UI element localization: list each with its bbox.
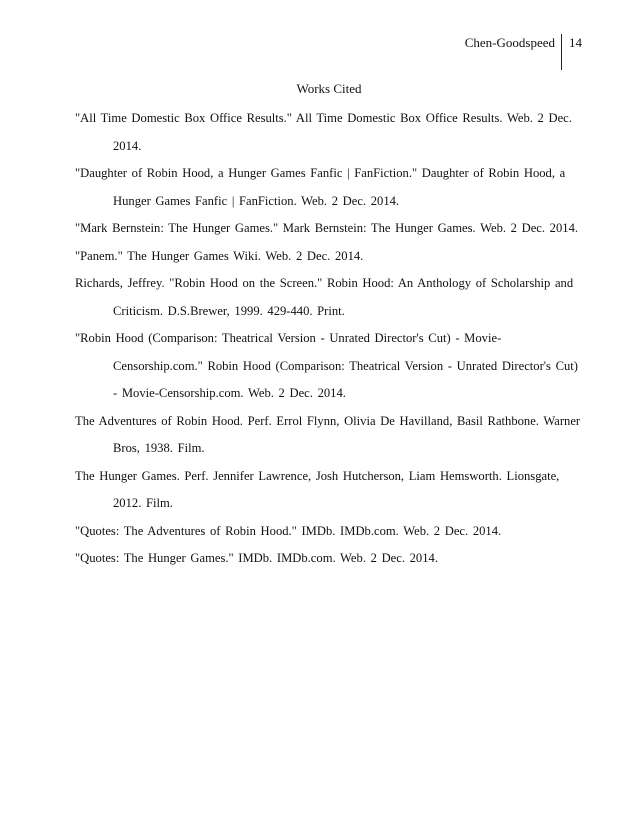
citation-line-continued: 2014. <box>113 138 142 153</box>
citation-line: "Mark Bernstein: The Hunger Games." Mark Bernstein: The Hunger Games. Web. 2 Dec. 2014. <box>75 221 579 235</box>
citation-line-continued: Censorship.com." Robin Hood (Comparison: Theatrical Version - Unrated Director's Cut) <box>113 358 578 373</box>
citation-line-continued: Hunger Games Fanfic | FanFiction. Web. 2 Dec. 2014. <box>113 193 400 208</box>
citation-line: Richards, Jeffrey. "Robin Hood on the Screen." Robin Hood: An Anthology of Scholarship and <box>75 276 574 290</box>
citation-entry <box>75 549 575 577</box>
citation-entry <box>75 247 575 275</box>
citation-line: "Quotes: The Hunger Games." IMDb. IMDb.com. Web. 2 Dec. 2014. <box>75 551 438 565</box>
page-number: 14 <box>569 35 582 50</box>
citation-entry <box>75 274 575 329</box>
citation-line: "Robin Hood (Comparison: Theatrical Version - Unrated Director's Cut) - Movie- <box>75 331 502 345</box>
citation-line-continued: Bros, 1938. Film. <box>113 441 205 455</box>
citation-entry <box>75 412 581 467</box>
citation-line: "Panem." The Hunger Games Wiki. Web. 2 Dec. 2014. <box>75 248 364 263</box>
citation-line: "All Time Domestic Box Office Results." All Time Domestic Box Office Results. Web. 2 Dec. <box>75 111 572 125</box>
citation-entry <box>75 164 575 219</box>
citation-entry <box>75 109 575 164</box>
header-author: Chen-Goodspeed <box>464 35 555 50</box>
citation-line-continued: 2012. Film. <box>113 496 173 510</box>
page-title-container <box>0 80 638 98</box>
citation-entry <box>75 467 575 522</box>
works-cited-list <box>75 109 581 577</box>
citation-entry <box>75 219 579 247</box>
running-head <box>465 34 582 70</box>
citation-line-continued: Criticism. D.S.Brewer, 1999. 429-440. Print. <box>113 303 345 318</box>
citation-line: The Adventures of Robin Hood. Perf. Errol Flynn, Olivia De Havilland, Basil Rathbone. Warner <box>75 413 581 428</box>
page-title: Works Cited <box>296 81 362 96</box>
citation-line: "Daughter of Robin Hood, a Hunger Games Fanfic | FanFiction." Daughter of Robin Hood, a <box>75 166 566 180</box>
citation-line-continued: - Movie-Censorship.com. Web. 2 Dec. 2014. <box>113 386 346 400</box>
citation-entry <box>75 329 578 412</box>
citation-line: "Quotes: The Adventures of Robin Hood." IMDb. IMDb.com. Web. 2 Dec. 2014. <box>75 523 502 538</box>
citation-entry <box>75 522 575 550</box>
citation-line: The Hunger Games. Perf. Jennifer Lawrence, Josh Hutcherson, Liam Hemsworth. Lionsgate, <box>75 468 560 483</box>
